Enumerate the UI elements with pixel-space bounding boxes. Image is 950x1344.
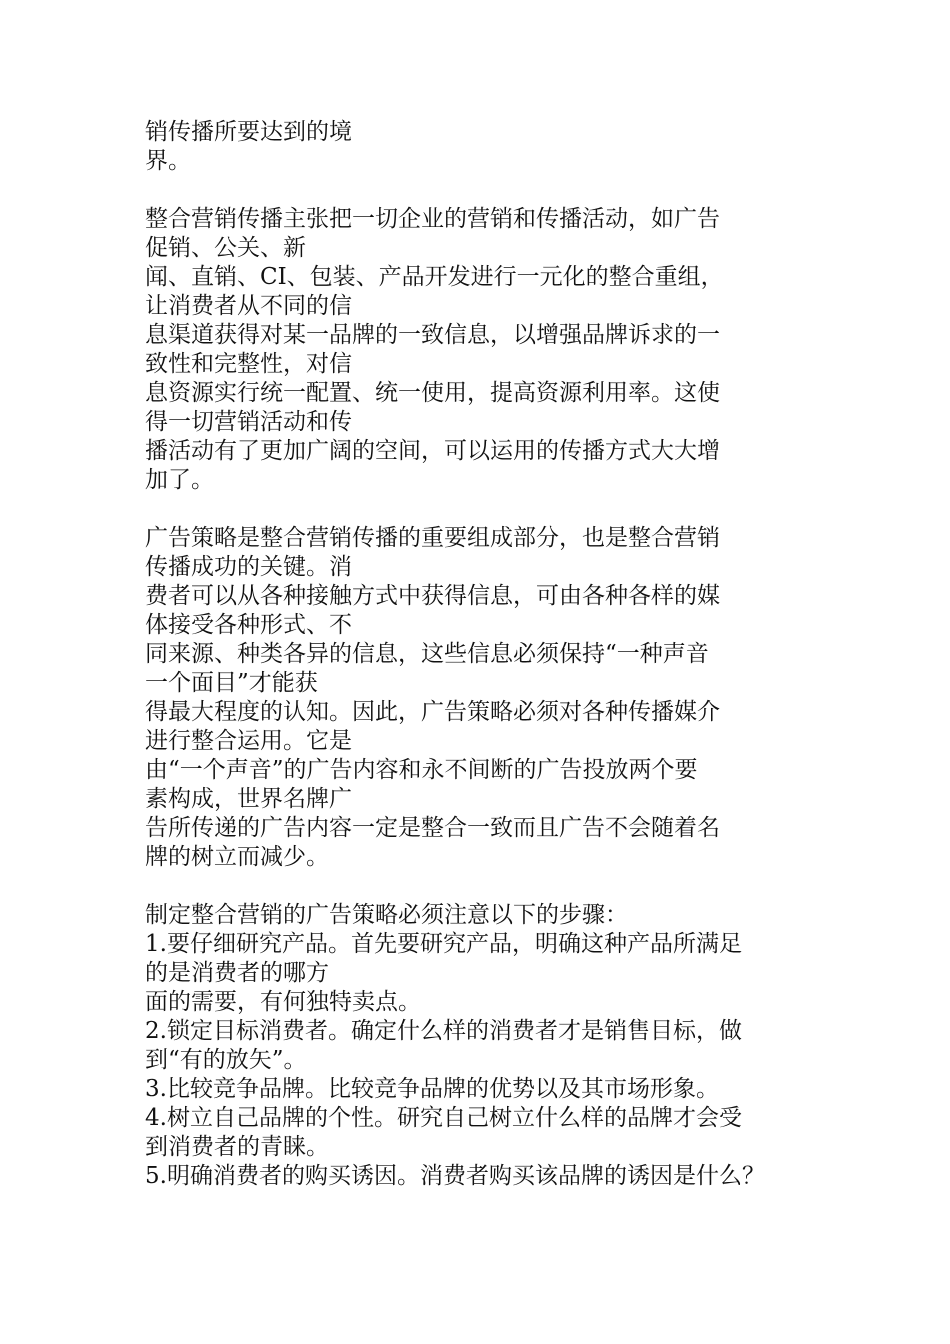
text-line: 播活动有了更加广阔的空间，可以运用的传播方式大大增 [145,438,720,464]
text-line: 的是消费者的哪方 [145,960,329,986]
text-line: 费者可以从各种接触方式中获得信息，可由各种各样的媒 [145,583,720,609]
text-line: 让消费者从不同的信 [145,293,352,319]
text-line: 制定整合营销的广告策略必须注意以下的步骤： [145,902,628,928]
text-line: 2.锁定目标消费者。确定什么样的消费者才是销售目标，做 [145,1018,742,1044]
text-line: 得最大程度的认知。因此，广告策略必须对各种传播媒介 [145,699,720,725]
text-line: 界。 [145,148,191,174]
text-line: 4.树立自己品牌的个性。研究自己树立什么样的品牌才会受 [145,1105,742,1131]
text-line: 体接受各种形式、不 [145,612,352,638]
text-line: 加了。 [145,467,214,493]
text-line: 5.明确消费者的购买诱因。消费者购买该品牌的诱因是什么？ [145,1163,765,1189]
text-line: 到“有的放矢”。 [145,1047,307,1073]
paragraph-gap [145,495,830,524]
document-body [145,118,830,1191]
text-line: 由“一个声音”的广告内容和永不间断的广告投放两个要 [145,757,698,783]
text-line: 销传播所要达到的境 [145,119,352,145]
text-line: 一个面目”才能获 [145,670,318,696]
paragraph-gap [145,872,830,901]
text-line: 告所传递的广告内容一定是整合一致而且广告不会随着名 [145,815,720,841]
text-line: 致性和完整性，对信 [145,351,352,377]
text-line: 牌的树立而减少。 [145,844,329,870]
text-line: 面的需要，有何独特卖点。 [145,989,421,1015]
text-line: 传播成功的关键。消 [145,554,352,580]
paragraph-gap [145,176,830,205]
text-line: 3.比较竞争品牌。比较竞争品牌的优势以及其市场形象。 [145,1076,719,1102]
text-line: 息渠道获得对某一品牌的一致信息，以增强品牌诉求的一 [145,322,720,348]
text-line: 到消费者的青睐。 [145,1134,329,1160]
text-line: 得一切营销活动和传 [145,409,352,435]
text-line: 整合营销传播主张把一切企业的营销和传播活动，如广告 [145,206,720,232]
text-line: 进行整合运用。它是 [145,728,352,754]
text-line: 广告策略是整合营销传播的重要组成部分，也是整合营销 [145,525,720,551]
text-line: 闻、直销、CI、包装、产品开发进行一元化的整合重组， [145,264,724,290]
text-line: 同来源、种类各异的信息，这些信息必须保持“一种声音 [145,641,709,667]
text-line: 息资源实行统一配置、统一使用，提高资源利用率。这使 [145,380,720,406]
text-line: 促销、公关、新 [145,235,306,261]
text-line: 1.要仔细研究产品。首先要研究产品，明确这种产品所满足 [145,931,742,957]
text-line: 素构成，世界名牌广 [145,786,352,812]
